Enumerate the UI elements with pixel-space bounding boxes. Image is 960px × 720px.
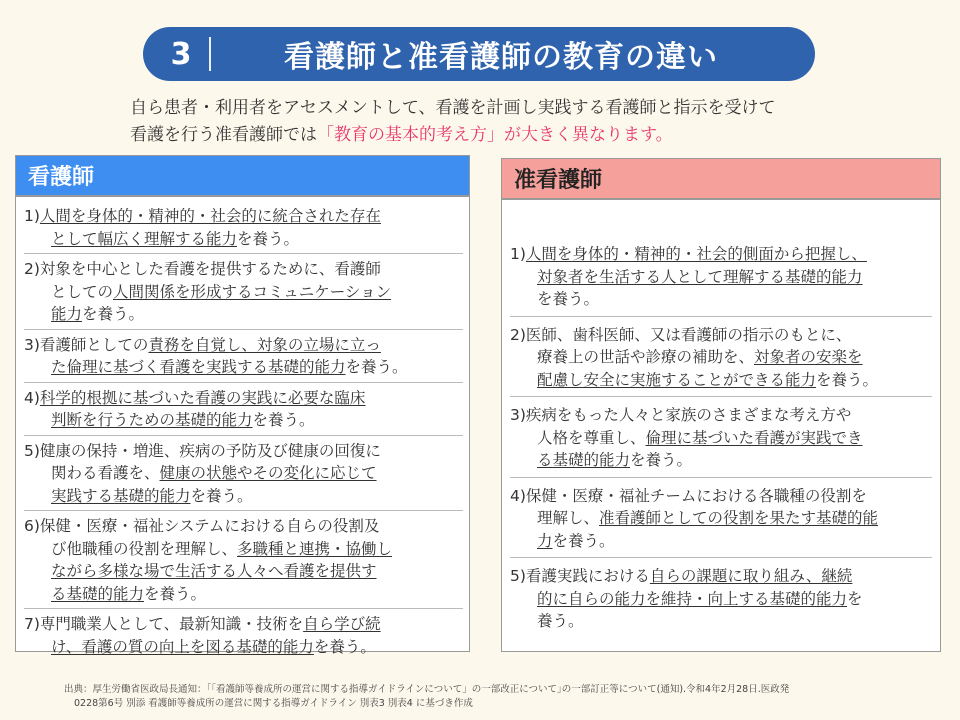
item-text: を養う。 [552, 531, 615, 550]
item-text: 2)医師、歯科医師、又は看護師の指示のもとに、 療養上の世話や診療の補助を、 [510, 325, 852, 366]
assistant-nurse-column-list [501, 199, 941, 652]
intro-highlight: 「教育の基本的考え方」が大きく異なります。 [317, 125, 673, 145]
list-item [510, 485, 932, 559]
underlined-text: 多職種と連携・協働し ながら多様な場で生活する人々へ看護を提供す る基礎的能力 [51, 539, 393, 603]
item-text: 1) [510, 245, 526, 263]
item-text: を養う。 [313, 637, 376, 656]
section-number: 3 [170, 36, 192, 72]
item-text: 2)対象を中心とした看護を提供するために、看護師 としての [24, 260, 381, 301]
item-text: を養う。 [630, 451, 693, 469]
item-text: を養う。 [252, 411, 315, 429]
citation-line-1: 出典：厚生労働省医政局長通知：｢「看護師等養成所の運営に関する指導ガイドラインについて」の一部改正について｣の一部訂正等について(通知).令和4年2月28日.医政発 [64, 684, 790, 695]
item-text: を養う。 [190, 486, 253, 505]
intro-line-2 [130, 122, 910, 149]
nurse-column-list [15, 196, 470, 656]
assistant-nurse-column-header: 准看護師 [501, 158, 941, 199]
intro-line-2-prefix: 看護を行う准看護師では [130, 125, 317, 145]
underlined-text: 自らの課題に取り組み、継続 的に自らの能力を維持・向上する基礎的能力 [537, 567, 853, 608]
item-text: 5)健康の保持・増進、疾病の予防及び健康の回復に 関わる看護を、 [24, 441, 381, 482]
underlined-text: 人間関係を形成するコミュニケーション 能力 [51, 282, 392, 323]
item-text: 3)看護師としての [24, 335, 149, 354]
item-text: 4)保健・医療・福祉チームにおける各職種の役割を 理解し、 [510, 486, 867, 527]
list-item [510, 404, 932, 478]
item-text: を養う。 [82, 305, 145, 323]
title-banner [143, 27, 815, 81]
list-item [24, 613, 463, 661]
underlined-text: 対象者の安楽を 配慮し安全に実施することができる能力 [537, 348, 863, 389]
underlined-text: 健康の状態やその変化に応じて 実践する基礎的能力 [51, 464, 377, 505]
item-text: 3)疾病をもった人々と家族のさまざまな考え方や 人格を尊重し、 [510, 406, 852, 447]
list-item [510, 565, 932, 638]
list-item [24, 440, 463, 512]
intro-line-1: 自ら患者・利用者をアセスメントして、看護を計画し実践する看護師と指示を受けて [130, 98, 776, 118]
page-title: 看護師と准看護師の教育の違い [284, 40, 718, 75]
underlined-text: 自ら学び続 け、看護の質の向上を図る基礎的能力 [51, 615, 381, 656]
item-text: 4) [24, 388, 40, 407]
list-item [510, 243, 932, 317]
item-text: 7)専門職業人として、最新知識・技術を [24, 615, 304, 633]
item-text: を養う。 [144, 584, 207, 603]
list-item [510, 324, 932, 398]
item-text: を養う。 [237, 229, 300, 248]
underlined-text: 倫理に基づいた看護が実践でき る基礎的能力 [537, 428, 863, 469]
item-text: 6)保健・医療・福祉システムにおける自らの役割及 び他職種の役割を理解し、 [24, 517, 380, 558]
item-text: 1) [24, 207, 40, 225]
list-item [24, 334, 463, 383]
underlined-text: 人間を身体的・精神的・社会的側面から把握し、 対象者を生活する人として理解する基礎的能力 [525, 245, 867, 286]
item-text: を養う。 [816, 370, 879, 389]
intro-text [130, 95, 910, 149]
list-item [24, 258, 463, 330]
underlined-text: 科学的根拠に基づいた看護の実践に必要な臨床 判断を行うための基礎的能力 [39, 388, 366, 429]
nurse-column-header: 看護師 [15, 155, 470, 196]
title-divider [209, 37, 211, 71]
item-text: を養う。 [345, 358, 408, 376]
list-item [24, 387, 463, 436]
list-item [24, 515, 463, 609]
underlined-text: 人間を身体的・精神的・社会的に統合された存在 として幅広く理解する能力 [39, 207, 381, 248]
underlined-text: 責務を自覚し、対象の立場に立っ た倫理に基づく看護を実践する基礎的能力 [51, 335, 381, 376]
item-text: を 養う。 [537, 589, 863, 630]
item-text: を養う。 [537, 290, 600, 308]
underlined-text: 准看護師としての役割を果たす基礎的能 力 [537, 509, 879, 550]
citation-line-2: 0228第6号 別添 看護師等養成所の運営に関する指導ガイドライン 別表3 別表4 に基づき作成 [74, 698, 473, 709]
item-text: 5)看護実践における [510, 567, 650, 585]
source-citation [64, 683, 944, 711]
list-item [24, 205, 463, 254]
